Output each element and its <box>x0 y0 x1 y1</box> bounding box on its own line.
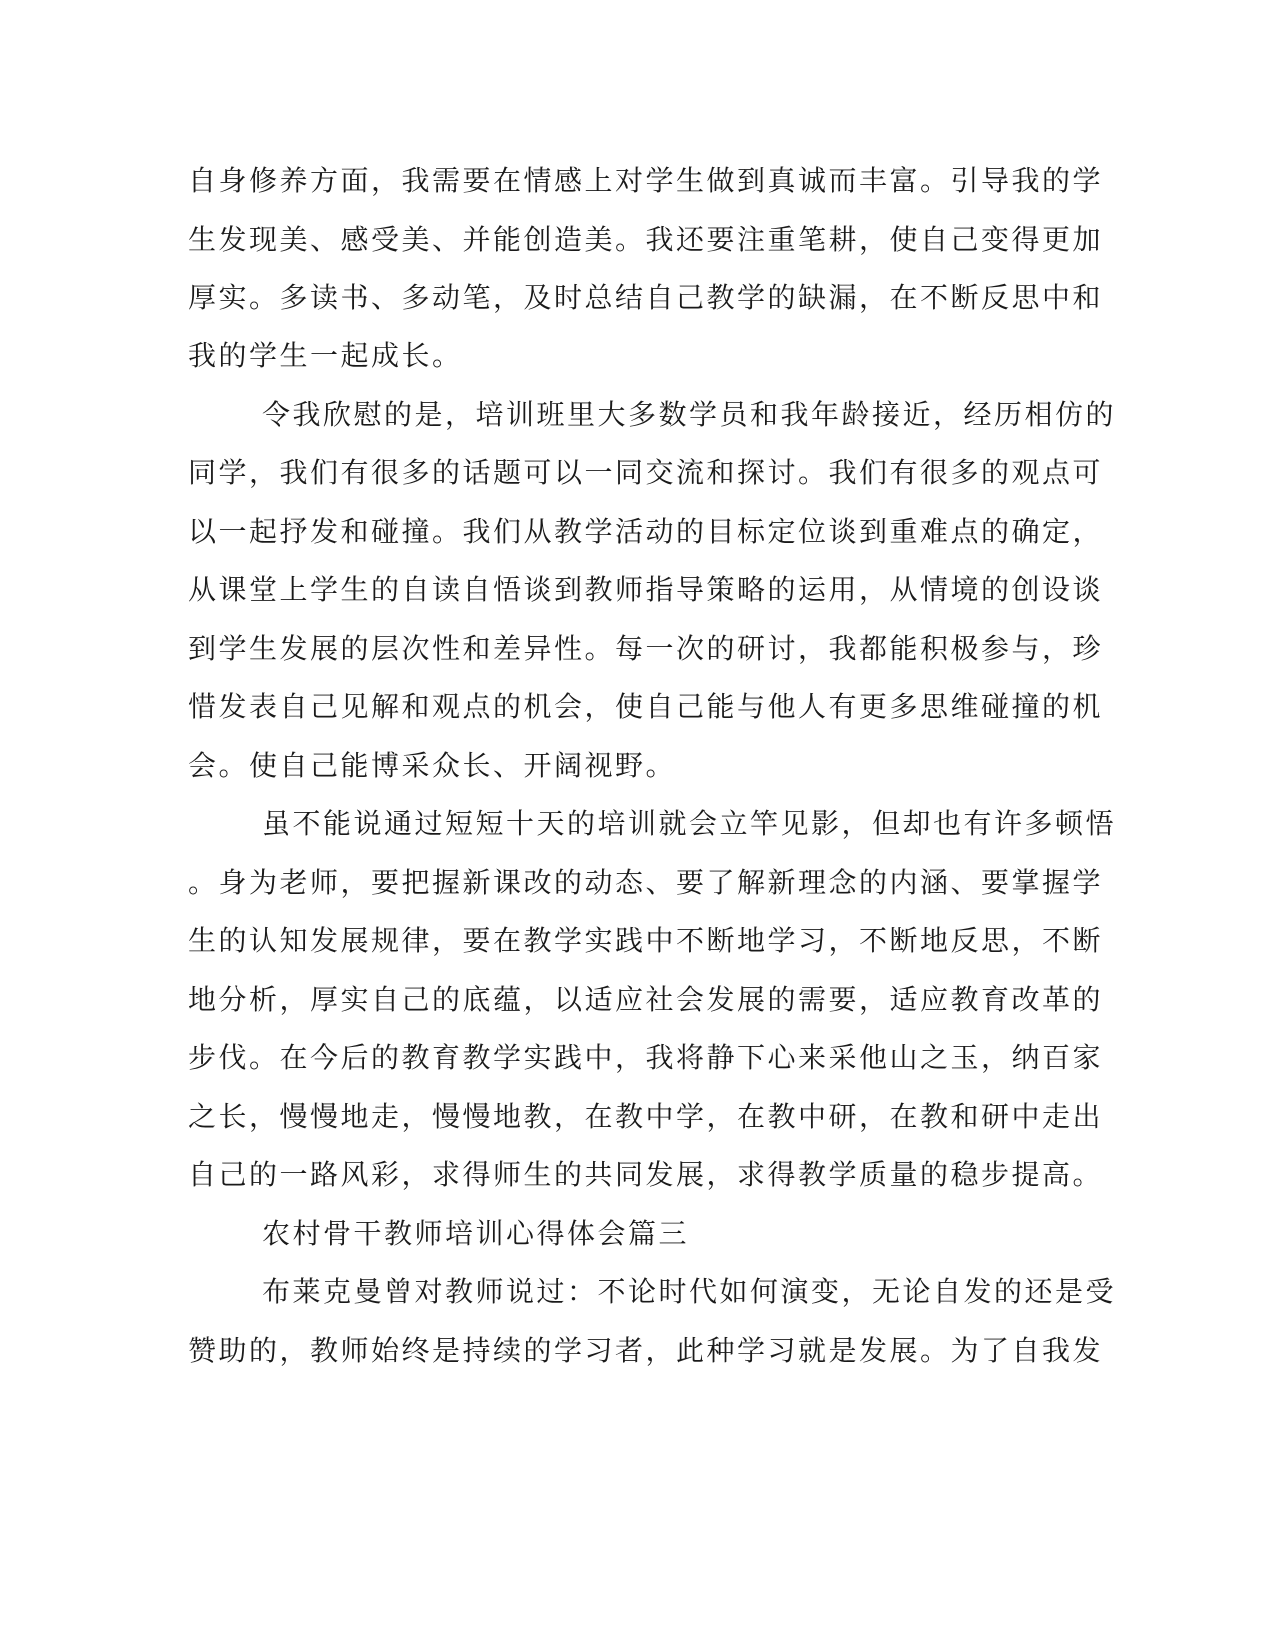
text-line: 到学生发展的层次性和差异性。每一次的研讨，我都能积极参与，珍 <box>188 632 1104 665</box>
text-line: 以一起抒发和碰撞。我们从教学活动的目标定位谈到重难点的确定， <box>188 515 1104 548</box>
text-line: 厚实。多读书、多动笔，及时总结自己教学的缺漏，在不断反思中和 <box>188 281 1104 314</box>
text-line: 会。使自己能博采众长、开阔视野。 <box>188 749 677 782</box>
text-line: 惜发表自己见解和观点的机会，使自己能与他人有更多思维碰撞的机 <box>188 690 1104 723</box>
text-line: 地分析，厚实自己的底蕴，以适应社会发展的需要，适应教育改革的 <box>188 983 1104 1016</box>
paragraph-first-line: 布莱克曼曾对教师说过：不论时代如何演变，无论自发的还是受 <box>262 1275 1117 1308</box>
text-line: 同学，我们有很多的话题可以一同交流和探讨。我们有很多的观点可 <box>188 456 1104 489</box>
text-line: 之长，慢慢地走，慢慢地教，在教中学，在教中研，在教和研中走出 <box>188 1100 1104 1133</box>
text-line: 。身为老师，要把握新课改的动态、要了解新理念的内涵、要掌握学 <box>188 866 1104 899</box>
paragraph-first-line: 虽不能说通过短短十天的培训就会立竿见影，但却也有许多顿悟 <box>262 807 1117 840</box>
text-line: 自身修养方面，我需要在情感上对学生做到真诚而丰富。引导我的学 <box>188 164 1104 197</box>
text-line: 从课堂上学生的自读自悟谈到教师指导策略的运用，从情境的创设谈 <box>188 573 1104 606</box>
text-line: 步伐。在今后的教育教学实践中，我将静下心来采他山之玉，纳百家 <box>188 1041 1104 1074</box>
text-line: 赞助的，教师始终是持续的学习者，此种学习就是发展。为了自我发 <box>188 1334 1104 1367</box>
paragraph-first-line: 令我欣慰的是，培训班里大多数学员和我年龄接近，经历相仿的 <box>262 398 1117 431</box>
text-line: 我的学生一起成长。 <box>188 339 463 372</box>
text-line: 自己的一路风彩，求得师生的共同发展，求得教学质量的稳步提高。 <box>188 1158 1104 1191</box>
text-line: 生发现美、感受美、并能创造美。我还要注重笔耕，使自己变得更加 <box>188 223 1104 256</box>
text-line: 生的认知发展规律，要在教学实践中不断地学习，不断地反思，不断 <box>188 924 1104 957</box>
section-heading: 农村骨干教师培训心得体会篇三 <box>262 1217 690 1250</box>
